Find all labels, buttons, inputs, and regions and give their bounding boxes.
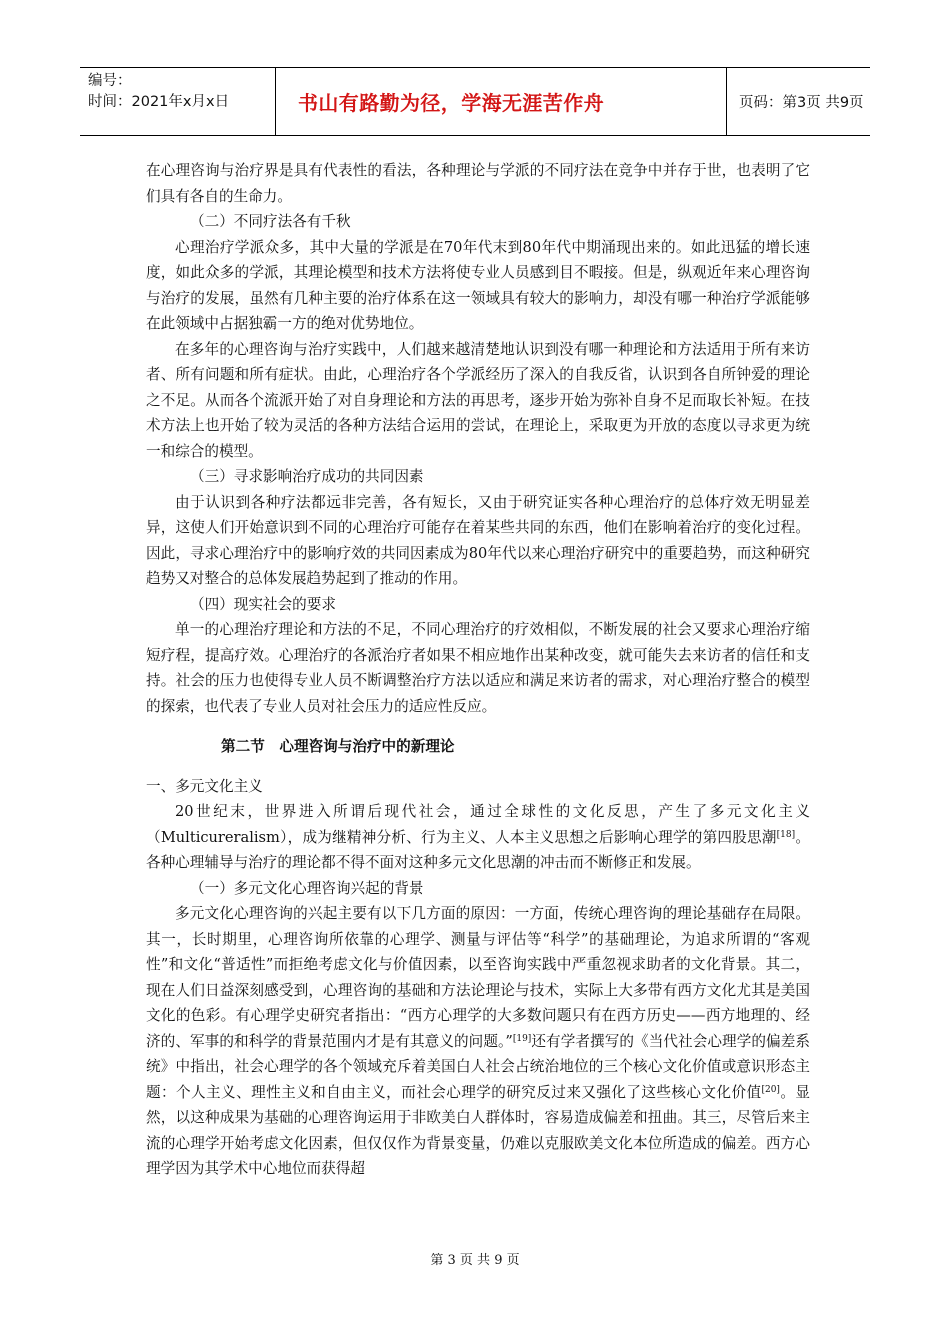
section-title: 第二节 心理咨询与治疗中的新理论 — [221, 737, 455, 755]
paragraph: 在多年的心理咨询与治疗实践中，人们越来越清楚地认识到没有哪一种理论和方法适用于所有来访者、所有问题和所有症状。由此，心理治疗各个学派经历了深入的自我反省，认识到各自所钟爱的理论之不足。从而各个流派开始了对自身理论和方法的再思考，逐步开始为弥补自身不足而取长补短。在技术方法上也开始了较为灵活的各种方法结合运用的尝试，在理论上，采取更为开放的态度以寻求更为统一和综合的模型。 — [146, 340, 810, 460]
header-motto: 书山有路勤为径，学海无涯苦作舟 — [275, 68, 727, 135]
subheading: （四）现实社会的要求 — [190, 595, 336, 613]
paragraph-text: 。显然，以这种成果为基础的心理咨询运用于非欧美白人群体时，容易造成偏差和扭曲。其三，尽管后来主流的心理学开始考虑文化因素，但仅仅作为背景变量，仍难以克服欧美文化本位所造成的偏差。西方心理学因为其学术中心地位而获得超 — [146, 1083, 810, 1178]
document-date-label: 时间：2021年x月x日 — [88, 94, 230, 110]
citation-ref[interactable]: [18] — [776, 829, 796, 840]
paragraph: 在心理咨询与治疗界是具有代表性的看法，各种理论与学派的不同疗法在竞争中并存于世，也表明了它们具有各自的生命力。 — [146, 162, 810, 205]
paragraph-text: 20世纪末，世界进入所谓后现代社会，通过全球性的文化反思，产生了多元文化主义（Multicureralism），成为继精神分析、行为主义、人本主义思想之后影响心理学的第四股思潮 — [146, 803, 810, 846]
paragraph: 由于认识到各种疗法都远非完善，各有短长，又由于研究证实各种心理治疗的总体疗效无明显差异，这使人们开始意识到不同的心理治疗可能存在着某些共同的东西，他们在影响着治疗的变化过程。因此，寻求心理治疗中的影响疗效的共同因素成为80年代以来心理治疗研究中的重要趋势，而这种研究趋势又对整合的总体发展趋势起到了推动的作用。 — [146, 493, 810, 587]
paragraph — [146, 901, 810, 1182]
header-page-number: 页码：第3页 共9页 — [739, 95, 864, 111]
heading-level-1: 一、多元文化主义 — [146, 777, 263, 795]
page-header — [80, 67, 870, 136]
document-body — [146, 158, 810, 1182]
paragraph-text: 。各种心理辅导与治疗的理论都不得不面对这种多元文化思潮的冲击而不断修正和发展。 — [146, 828, 810, 872]
citation-ref[interactable]: [20] — [761, 1084, 780, 1095]
citation-ref[interactable]: [19] — [512, 1033, 532, 1044]
paragraph — [146, 799, 810, 876]
page-footer: 第 3 页 共 9 页 — [430, 1253, 520, 1268]
subheading: （二）不同疗法各有千秋 — [190, 213, 351, 230]
subheading: （一）多元文化心理咨询兴起的背景 — [190, 879, 424, 897]
paragraph: 心理治疗学派众多，其中大量的学派是在70年代末到80年代中期涌现出来的。如此迅猛的增长速度，如此众多的学派，其理论模型和技术方法将使专业人员感到目不暇接。但是，纵观近年来心理咨询与治疗的发展，虽然有几种主要的治疗体系在这一领域具有较大的影响力，却没有哪一种治疗学派能够在此领域中占据独霸一方的绝对优势地位。 — [146, 238, 810, 332]
paragraph-text: 多元文化心理咨询的兴起主要有以下几方面的原因：一方面，传统心理咨询的理论基础存在局限。其一，长时期里，心理咨询所依靠的心理学、测量与评估等“科学”的基础理论，为追求所谓的“客观性”和文化“普适性”而拒绝考虑文化与价值因素，以至咨询实践中严重忽视求助者的文化背景。其二，现在人们日益深刻感受到，心理咨询的基础和方法论理论与技术，实际上大多带有西方文化尤其是美国文化的色彩。有心理学史研究者指出：“西方心理学的大多数问题只有在西方历史——西方地理的、经济的、军事的和科学的背景范围内才是有其意义的问题。” — [146, 905, 810, 1050]
header-meta — [80, 68, 275, 135]
subheading: （三）寻求影响治疗成功的共同因素 — [190, 468, 424, 485]
paragraph: 单一的心理治疗理论和方法的不足，不同心理治疗的疗效相似，不断发展的社会又要求心理治疗缩短疗程，提高疗效。心理治疗的各派治疗者如果不相应地作出某种改变，就可能失去来访者的信任和支持。社会的压力也使得专业人员不断调整治疗方法以适应和满足来访者的需求，对心理治疗整合的模型的探索，也代表了专业人员对社会压力的适应性反应。 — [146, 621, 810, 715]
paragraph-text: 还有学者撰写的《当代社会心理学的偏差系统》中指出，社会心理学的各个领域充斥着美国白人社会占统治地位的三个核心文化价值或意识形态主题：个人主义、理性主义和自由主义，而社会心理学的研究反过来又强化了这些核心文化价值 — [146, 1032, 810, 1101]
document-number-label: 编号： — [88, 73, 132, 89]
